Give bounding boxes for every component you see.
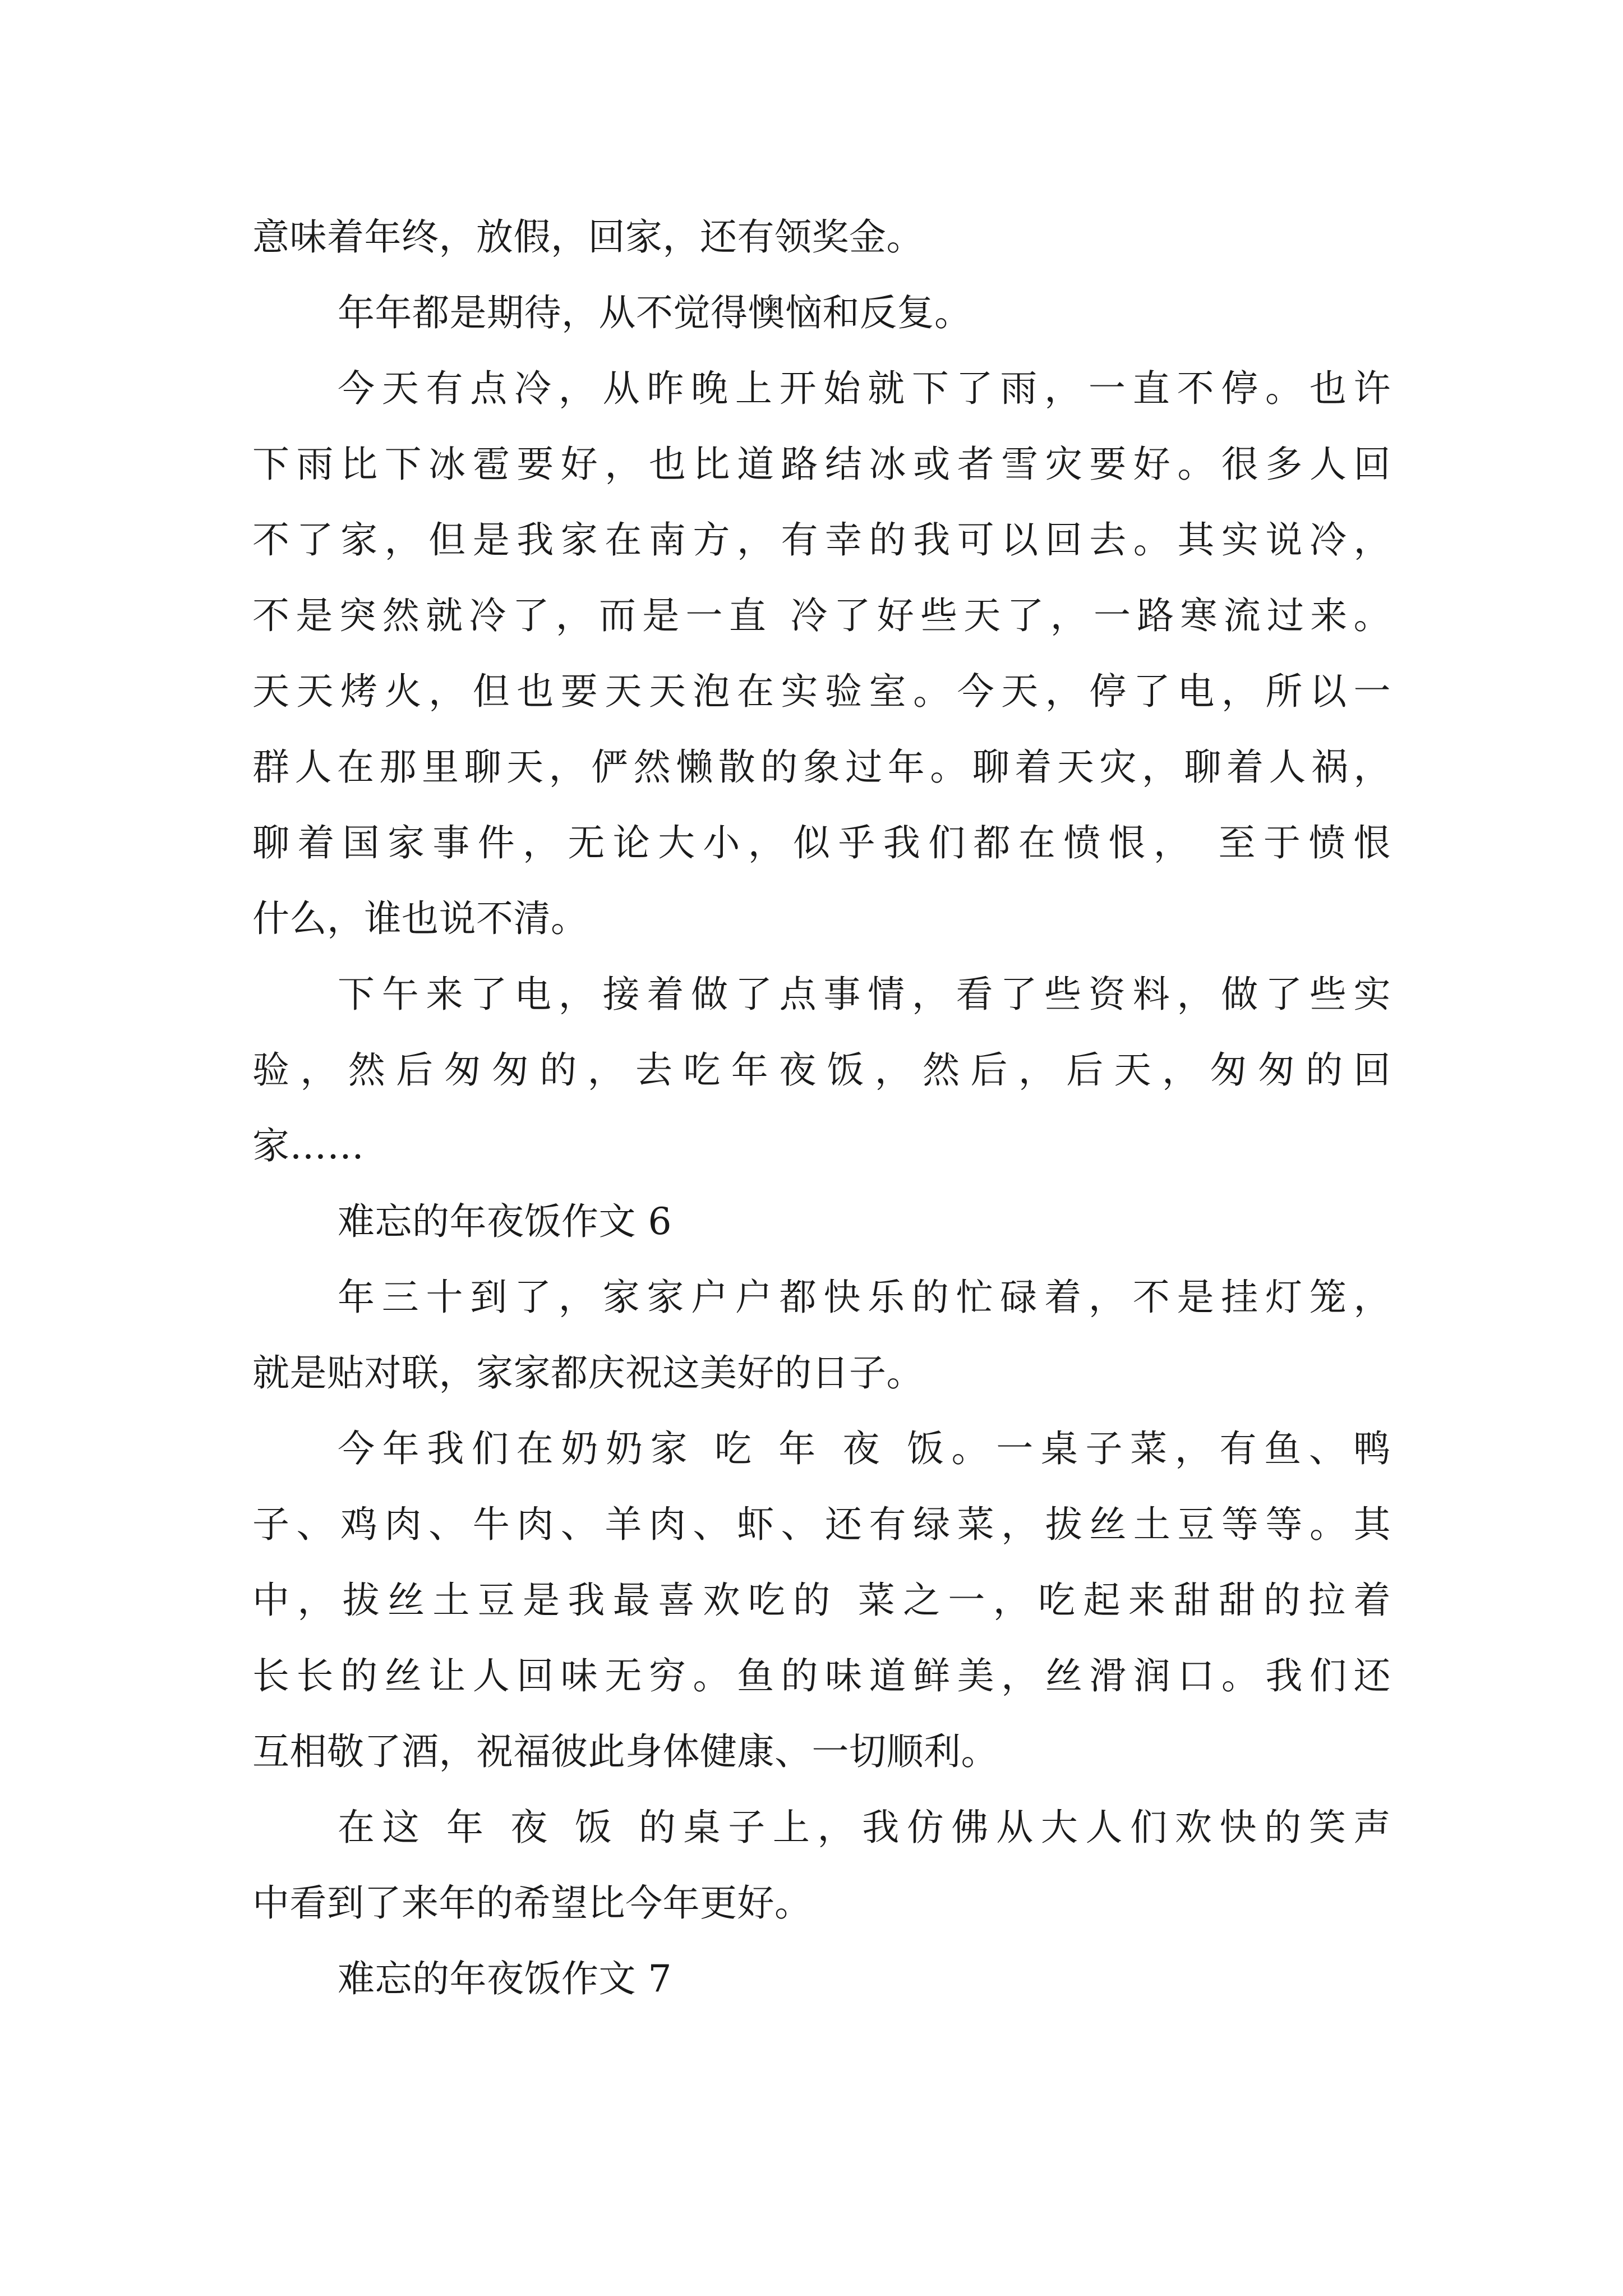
text-line: 在这 年 夜 饭 的桌子上，我仿佛从大人们欢快的笑声 [338,1806,1391,1849]
section-heading [252,1184,1391,1259]
paragraph [252,1789,1391,1941]
text-line: 天天烤火，但也要天天泡在实验室。今天，停了电，所以一 [252,670,1391,713]
paragraph [252,1259,1391,1411]
document-body [252,199,1391,2017]
text-line: 长长的丝让人回味无穷。鱼的味道鲜美，丝滑润口。我们还 [252,1654,1391,1697]
paragraph [252,275,1391,351]
text-line: 中，拔丝土豆是我最喜欢吃的 菜之一，吃起来甜甜的拉着 [252,1579,1391,1622]
text-line: 验，然后匆匆的，去吃年夜饭，然后，后天，匆匆的回 [252,1048,1391,1092]
text-line: 今年我们在奶奶家 吃 年 夜 饭。一桌子菜，有鱼、鸭 [338,1427,1391,1470]
paragraph [252,199,1391,275]
section-heading [252,1941,1391,2017]
text-line: 聊着国家事件，无论大小，似乎我们都在愤恨， 至于愤恨 [252,821,1391,864]
paragraph [252,956,1391,1184]
text-line: 互相敬了酒，祝福彼此身体健康、一切顺利。 [252,1730,998,1773]
text-line: 什么，谁也说不清。 [252,897,588,940]
text-line: 中看到了来年的希望比今年更好。 [252,1881,812,1925]
text-line: 下雨比下冰雹要好，也比道路结冰或者雪灾要好。很多人回 [252,443,1391,486]
paragraph [252,1411,1391,1789]
text-line: 年三十到了，家家户户都快乐的忙碌着，不是挂灯笼， [338,1276,1391,1319]
text-line: 群人在那里聊天，俨然懒散的象过年。聊着天灾，聊着人祸， [252,746,1391,789]
text-line: 不了家，但是我家在南方，有幸的我可以回去。其实说冷， [252,518,1391,562]
text-line: 意味着年终，放假，回家，还有领奖金。 [252,215,924,259]
text-line: 今天有点冷，从昨晚上开始就下了雨，一直不停。也许 [338,367,1391,410]
text-line: 年年都是期待，从不觉得懊恼和反复。 [338,291,972,334]
heading-text: 难忘的年夜饭作文 6 [338,1200,672,1243]
paragraph [252,351,1391,956]
text-line: 不是突然就冷了，而是一直 冷了好些天了，一路寒流过来。 [252,594,1391,637]
text-line: 子、鸡肉、牛肉、羊肉、虾、还有绿菜，拔丝土豆等等。其 [252,1503,1391,1546]
heading-text: 难忘的年夜饭作文 7 [338,1957,672,2000]
text-line: 家…… [252,1124,365,1167]
text-line: 下午来了电，接着做了点事情，看了些资料，做了些实 [338,973,1391,1016]
text-line: 就是贴对联，家家都庆祝这美好的日子。 [252,1351,924,1395]
